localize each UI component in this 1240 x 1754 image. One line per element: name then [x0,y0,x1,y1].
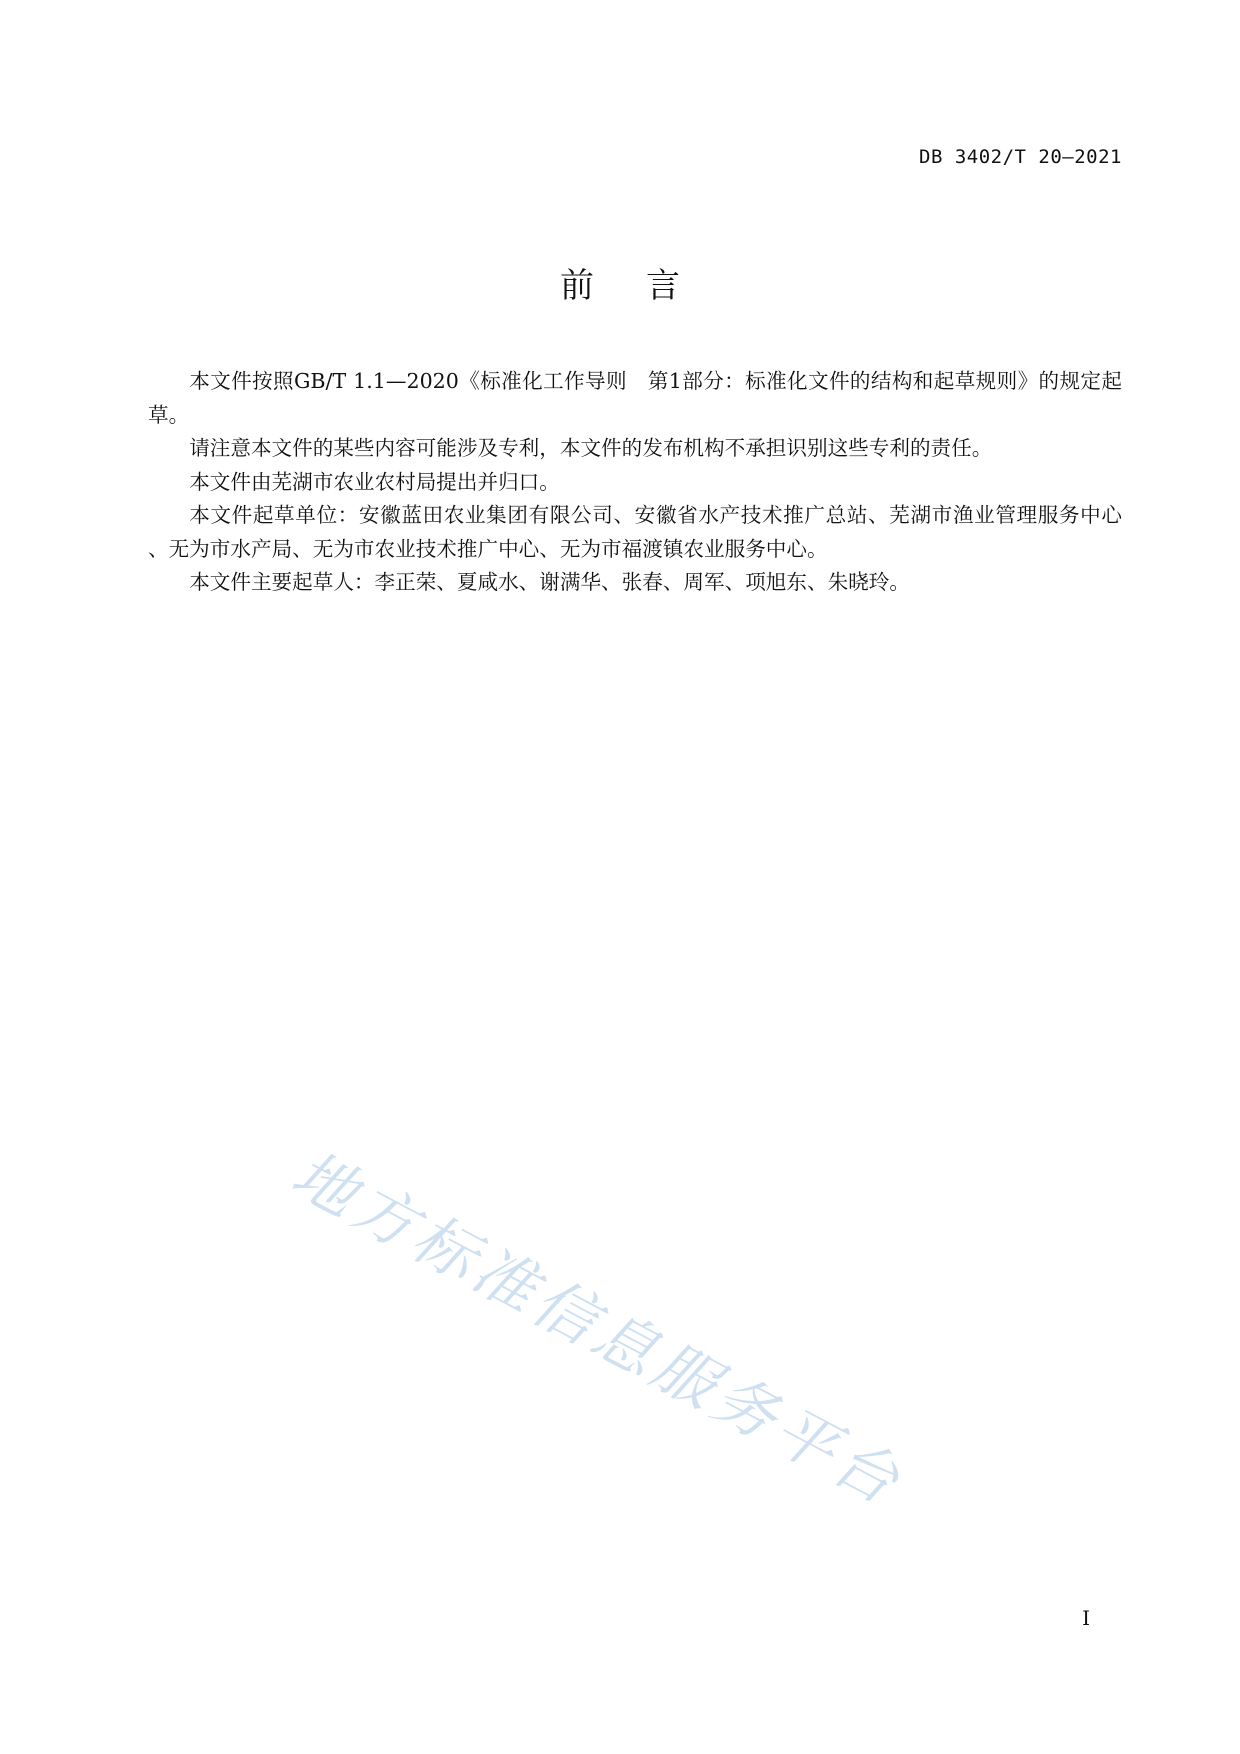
paragraph-proposer: 本文件由芜湖市农业农村局提出并归口。 [189,469,560,494]
paragraph-drafters: 本文件主要起草人：李正荣、夏咸水、谢满华、张春、周军、项旭东、朱晓玲。 [189,570,910,594]
document-code: DB 3402/T 20—2021 [919,146,1122,168]
watermark: 地方标准信息服务平台 [280,1136,916,1521]
paragraph-drafting-basis: 本文件按照GB/T 1.1—2020《标准化工作导则 第1部分：标准化文件的结构和起草规则》的规定起草。 [148,369,1122,427]
page-number: I [1082,1606,1090,1630]
page-title: 前言 [560,266,732,306]
foreword-body [148,365,1122,600]
paragraph-drafting-units: 本文件起草单位：安徽蓝田农业集团有限公司、安徽省水产技术推广总站、芜湖市渔业管理服务中心 、无为市水产局、无为市农业技术推广中心、无为市福渡镇农业服务中心。 [148,503,1122,561]
paragraph-patent-notice: 请注意本文件的某些内容可能涉及专利，本文件的发布机构不承担识别这些专利的责任。 [189,436,993,460]
